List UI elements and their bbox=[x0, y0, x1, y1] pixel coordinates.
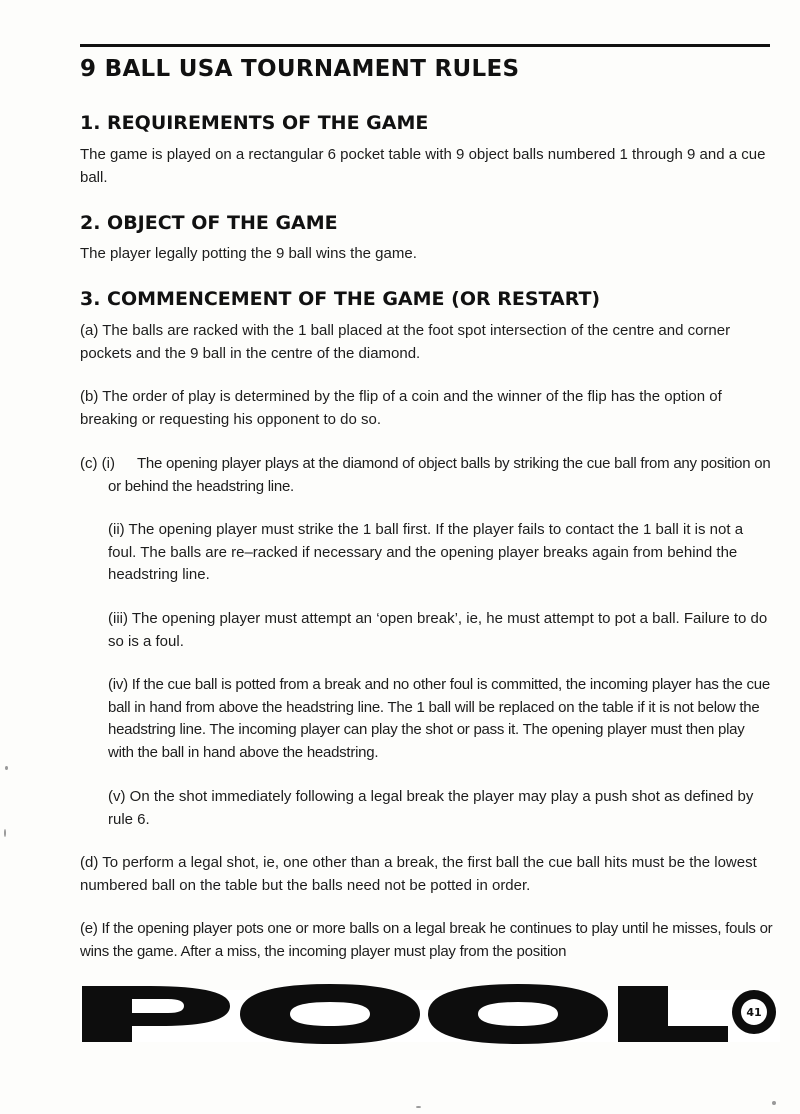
section-heading-requirements: 1. REQUIREMENTS OF THE GAME bbox=[80, 112, 429, 134]
paragraph-rule-d: (d) To perform a legal shot, ie, one other than a break, the first ball the cue ball hits must be the lowest numbered ball on the table but the balls need not be potted in order. bbox=[80, 854, 757, 894]
scan-speck bbox=[416, 1106, 421, 1108]
pool-logo bbox=[80, 982, 780, 1050]
rule-c-label: (c) (i) bbox=[80, 455, 115, 472]
paragraph-rule-c-ii: (ii) The opening player must strike the 1 ball first. If the player fails to contact the 1 ball it is not a foul. The balls are re–racked if necessary and the opening player breaks again from behind the headstring line. bbox=[108, 521, 744, 583]
section-heading-object: 2. OBJECT OF THE GAME bbox=[80, 212, 338, 234]
paragraph-rule-b: (b) The order of play is determined by the flip of a coin and the winner of the flip has the option of breaking or requesting his opponent to do so. bbox=[80, 388, 722, 428]
scan-speck bbox=[772, 1101, 776, 1105]
top-rule bbox=[80, 44, 770, 47]
paragraph-requirements: The game is played on a rectangular 6 pocket table with 9 object balls numbered 1 through 9 and a cue ball. bbox=[80, 146, 766, 186]
paragraph-rule-c-v: (v) On the shot immediately following a legal break the player may play a push shot as defined by rule 6. bbox=[108, 788, 754, 828]
paragraph-rule-c-iv: (iv) If the cue ball is potted from a break and no other foul is committed, the incoming player has the cue ball in hand from above the headstring line. The 1 ball will be replaced on the table if it is not below the headstring line. The incoming player can play the shot or pass it. The opening player must then play with the ball in hand above the headstring. bbox=[108, 676, 770, 761]
page-number: 41 bbox=[746, 1006, 762, 1019]
section-heading-commencement: 3. COMMENCEMENT OF THE GAME (OR RESTART) bbox=[80, 288, 601, 310]
paragraph-rule-c-iii: (iii) The opening player must attempt an ‘open break’, ie, he must attempt to pot a ball. Failure to do so is a foul. bbox=[108, 610, 768, 650]
rule-c-i-text: The opening player plays at the diamond of object balls by striking the cue ball from any position on or behind the headstring line. bbox=[108, 455, 771, 495]
paragraph-rule-e: (e) If the opening player pots one or more balls on a legal break he continues to play until he misses, fouls or wins the game. After a miss, the incoming player must play from the position bbox=[80, 920, 773, 960]
scan-speck bbox=[4, 829, 6, 837]
paragraph-rule-a: (a) The balls are racked with the 1 ball placed at the foot spot intersection of the centre and corner pockets and the 9 ball in the centre of the diamond. bbox=[80, 322, 731, 362]
paragraph-object: The player legally potting the 9 ball wins the game. bbox=[80, 245, 417, 262]
scan-speck bbox=[5, 766, 8, 770]
document-title: 9 BALL USA TOURNAMENT RULES bbox=[80, 56, 520, 82]
